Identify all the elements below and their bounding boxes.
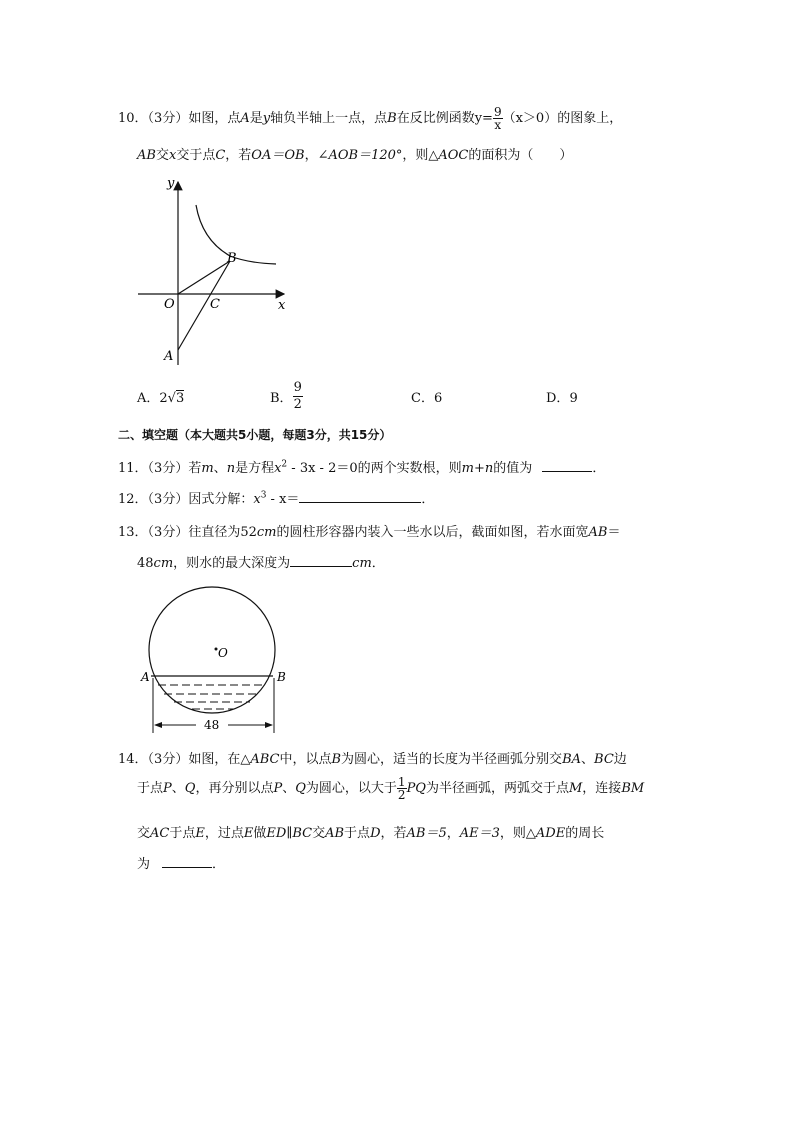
q10-func-y: y= [474, 111, 493, 126]
label-A: A [164, 349, 174, 364]
q10-option-d[interactable]: D．9 [546, 391, 578, 406]
q14-line4: 为 ． [137, 857, 226, 872]
sqrt-icon: √ [167, 391, 176, 406]
q10-score: （3分） [147, 111, 189, 126]
label-O: O [218, 646, 228, 660]
q13-answer-blank[interactable] [290, 554, 352, 567]
q11-answer-blank[interactable] [542, 459, 592, 472]
q10-option-c[interactable]: C．6 [411, 391, 443, 406]
label-C: C [210, 297, 220, 312]
water-dashes [158, 685, 266, 709]
q10-line1: 10．（3分）如图，点A是y轴负半轴上一点，点B在反比例函数y= $\frac{9}{x}$ （x＞0）的图象上， [118, 105, 623, 132]
q13-line1: 13．（3分）往直径为52cm的圆柱形容器内装入一些水以后，截面如图，若水面宽AB＝ [118, 525, 621, 540]
q14-line3: 交AC于点E，过点E做ED∥BC交AB于点D，若AB＝5，AE＝3，则△ADE的周长 [137, 826, 605, 841]
q14-half-fraction: $\frac{1}{2}$ [397, 775, 406, 802]
label-B: B [227, 251, 237, 266]
label-y: y [167, 176, 175, 191]
q14-line2: 于点P、Q，再分别以点P、Q为圆心，以大于 $\frac{1}{2}$ PQ为半径画弧，两弧交于点M，连接BM [137, 775, 645, 802]
q10-graph [130, 170, 300, 370]
q14-line1: 14．（3分）如图，在△ABC中，以点B为圆心，适当的长度为半径画弧分别交BA、BC边 [118, 752, 627, 767]
label-A: A [141, 670, 150, 684]
q10-line2: AB交x交于点C，若OA＝OB，∠AOB＝120°，则△AOC的面积为（ ） [137, 148, 573, 163]
q10-option-a[interactable]: A．2√3 [137, 391, 185, 406]
q10-option-b[interactable]: B． $\frac{9}{2}$ [270, 380, 302, 412]
q12-answer-blank[interactable] [299, 490, 421, 503]
segment-AB [178, 261, 230, 350]
arrowhead-right-icon [265, 722, 273, 728]
segment-OB [178, 261, 230, 294]
q13-line2: 48cm，则水的最大深度为 cm． [137, 556, 385, 571]
q12: 12．（3分）因式分解：$x^3 - x=$ ． [118, 490, 435, 507]
q10-number: 10． [118, 111, 148, 126]
label-x: x [278, 298, 286, 313]
q13-figure [138, 583, 298, 739]
q11: 11．（3分）若m、n是方程$x^2 - 3x - 2=0$的两个实数根，则m+n的值为 ． [118, 459, 606, 476]
label-O: O [164, 297, 175, 312]
q14-answer-blank[interactable] [162, 855, 212, 868]
label-B: B [277, 670, 286, 684]
q10-fraction: $\frac{9}{x}$ [493, 105, 502, 132]
dim-label-48: 48 [204, 718, 220, 732]
section-2-heading: 二、填空题（本大题共5小题，每题3分，共15分） [118, 428, 392, 442]
arrowhead-left-icon [154, 722, 162, 728]
